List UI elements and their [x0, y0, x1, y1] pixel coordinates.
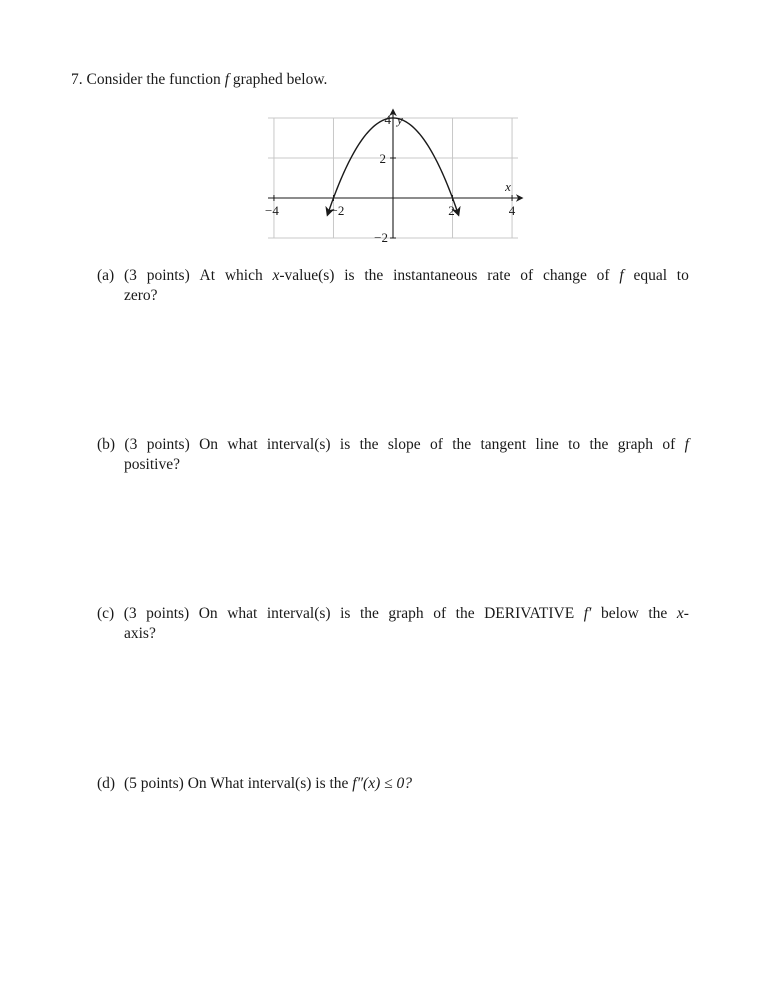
part-a-label: (a) [97, 267, 115, 284]
question-number: 7. [71, 71, 83, 88]
word: x-value(s) [272, 267, 335, 284]
word: is [340, 605, 351, 622]
part-c-continuation: axis? [124, 625, 156, 642]
word: the [455, 605, 475, 622]
word: interval(s) [266, 605, 331, 622]
word: points) [146, 267, 190, 284]
word: below [600, 605, 639, 622]
word: graph [617, 436, 654, 453]
y-tick-label-neg2: −2 [374, 230, 388, 245]
word: which [224, 267, 263, 284]
y-axis-label: y [397, 112, 403, 127]
part-d [97, 774, 689, 794]
word: of [520, 267, 534, 284]
word: the [589, 436, 609, 453]
word: interval(s) [266, 436, 331, 453]
word: to [676, 267, 689, 284]
part-b [97, 435, 689, 475]
word: change [542, 267, 587, 284]
part-a [97, 266, 689, 306]
word: (3 [123, 267, 137, 284]
function-symbol: f [684, 436, 689, 453]
word: points) [146, 605, 190, 622]
function-graph [258, 100, 528, 250]
x-variable: x- [676, 605, 689, 622]
part-c [97, 604, 689, 644]
derivative-symbol: f′ [583, 605, 592, 622]
x-axis-label: x [505, 179, 511, 194]
part-a-continuation: zero? [124, 287, 158, 304]
word: On [198, 605, 218, 622]
word: to [568, 436, 581, 453]
second-derivative-expression: f″(x) ≤ 0? [352, 775, 413, 792]
word: the [359, 605, 379, 622]
function-symbol: f [224, 71, 229, 88]
word: the [452, 436, 472, 453]
word: tangent [480, 436, 527, 453]
part-b-label: (b) [97, 436, 116, 453]
word: instantaneous [393, 267, 478, 284]
word: the [364, 267, 384, 284]
question-text-before: Consider the function [86, 71, 221, 88]
word: On [199, 436, 219, 453]
word: the [359, 436, 379, 453]
x-tick-label-4: 4 [508, 203, 516, 218]
part-d-label: (d) [97, 775, 116, 792]
word: At [199, 267, 216, 284]
word: (3 [123, 605, 137, 622]
word: DERIVATIVE [484, 605, 575, 622]
part-b-continuation: positive? [124, 456, 180, 473]
x-tick-label-neg4: −4 [265, 203, 279, 218]
word: (3 [124, 436, 138, 453]
graph-labels [265, 112, 516, 245]
word: slope [387, 436, 421, 453]
word: the [648, 605, 668, 622]
part-c-label: (c) [97, 605, 115, 622]
word: points) [146, 436, 190, 453]
y-tick-label-4: 4 [384, 112, 391, 127]
word: graph [388, 605, 424, 622]
word: of [662, 436, 676, 453]
word: what [227, 605, 258, 622]
graph-axes [268, 110, 522, 238]
part-d-text: (5 points) On What interval(s) is the [124, 775, 349, 792]
x-tick-label-2: 2 [448, 203, 455, 218]
x-tick-label-neg2: −2 [330, 203, 345, 218]
word: is [344, 267, 355, 284]
word: of [596, 267, 610, 284]
y-tick-label-2: 2 [379, 151, 386, 166]
word: rate [487, 267, 511, 284]
word: what [227, 436, 258, 453]
word: line [535, 436, 559, 453]
word: of [433, 605, 447, 622]
question-text-after: graphed below. [232, 71, 328, 88]
question-header [71, 70, 327, 90]
function-symbol: f [619, 267, 624, 284]
word: is [339, 436, 351, 453]
word: of [429, 436, 443, 453]
word: equal [633, 267, 668, 284]
